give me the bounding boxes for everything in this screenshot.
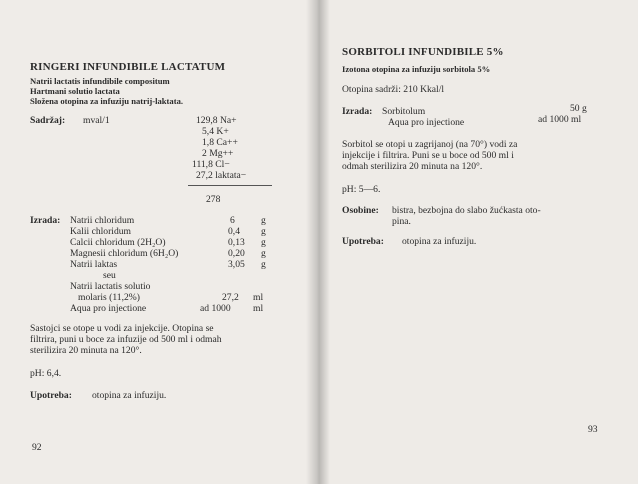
sum-rule (188, 185, 272, 186)
ingredient-unit: ml (253, 303, 264, 314)
method-line: Sorbitol se otopi u zagrijanoj (na 70°) vodi za (342, 139, 518, 150)
content-value: 129,8 Na+ (196, 115, 237, 126)
right-page-title: SORBITOLI INFUNDIBILE 5% (342, 46, 504, 58)
ingredient-name: Aqua pro injectione (70, 303, 147, 314)
prep-label: Izrada: (30, 215, 61, 226)
content-value: 27,2 laktata− (196, 170, 247, 181)
left-subtitle-1: Natrii lactatis infundibile compositum (30, 76, 170, 86)
use-label: Upotreba: (30, 390, 72, 401)
method-line: injekcije i filtrira. Puni se u boce od 500 ml i (342, 150, 514, 161)
method-line: filtrira, puni u boce za infuzije od 500 ml i odmah (30, 334, 222, 345)
ingredient-amount: 3,05 (228, 259, 245, 270)
left-page (0, 0, 318, 484)
method-line: sterilizira 20 minuta na 120°. (30, 345, 142, 356)
ingredient-unit: g (261, 226, 266, 237)
ingredient-amount: ad 1000 (200, 303, 231, 314)
ingredient-amount: 50 g (570, 103, 587, 114)
ingredient-unit: g (261, 215, 266, 226)
left-page-title: RINGERI INFUNDIBILE LACTATUM (30, 61, 226, 73)
use-text: otopina za infuziju. (402, 236, 477, 247)
ingredient-name: Sorbitolum (382, 106, 426, 117)
left-subtitle-2: Hartmani solutio lactata (30, 86, 120, 96)
content-unit: mval/1 (83, 115, 110, 126)
ingredient-amount: 27,2 (222, 292, 239, 303)
content-value: 1,8 Ca++ (202, 137, 238, 148)
props-text: bistra, bezbojna do slabo žućkasta oto- (392, 205, 541, 216)
ph-value: pH: 6,4. (30, 368, 62, 379)
ingredient-unit: g (261, 259, 266, 270)
right-subtitle: Izotona otopina za infuziju sorbitola 5% (342, 64, 491, 74)
right-page (318, 0, 638, 484)
ingredient-amount: 0,4 (228, 226, 240, 237)
ingredient-name: Calcii chloridum (2H₂O) (70, 237, 166, 248)
ingredient-amount: ad 1000 ml (538, 114, 582, 125)
content-label: Sadržaj: (30, 115, 66, 126)
content-value: 5,4 K+ (202, 126, 229, 137)
ingredient-amount: 6 (230, 215, 235, 226)
ingredient-amount: 0,20 (228, 248, 245, 259)
ingredient-amount: 0,13 (228, 237, 245, 248)
use-text: otopina za infuziju. (92, 390, 167, 401)
content-total: 278 (206, 194, 221, 205)
content-line: Otopina sadrži: 210 Kkal/l (342, 84, 445, 95)
ingredient-name: Natrii laktas (70, 259, 118, 270)
method-line: Sastojci se otope u vodi za injekcije. Otopina se (30, 323, 214, 334)
ingredient-name: Natrii chloridum (70, 215, 135, 226)
ingredient-name: Kalii chloridum (70, 226, 132, 237)
prep-label: Izrada: (342, 106, 373, 117)
content-value: 111,8 Cl− (192, 159, 230, 170)
left-subtitle-3: Složena otopina za infuziju natrij-laktata. (30, 96, 184, 106)
method-line: odmah sterilizira 20 minuta na 120°. (342, 161, 483, 172)
book-gutter (306, 0, 330, 484)
ingredient-name: Natrii lactatis solutio (70, 281, 151, 292)
use-label: Upotreba: (342, 236, 384, 247)
ingredient-unit: ml (253, 292, 264, 303)
ph-value: pH: 5—6. (342, 184, 381, 195)
page-number: 93 (588, 424, 598, 435)
ingredient-name: Magnesii chloridum (6H₂O) (70, 248, 179, 259)
content-value: 2 Mg++ (202, 148, 234, 159)
props-label: Osobine: (342, 205, 379, 216)
ingredient-unit: g (261, 248, 266, 259)
ingredient-seu: seu (103, 270, 116, 281)
props-text: pina. (392, 216, 411, 227)
ingredient-name: Aqua pro injectione (388, 117, 465, 128)
ingredient-name: molaris (11,2%) (78, 292, 140, 303)
page-number: 92 (32, 442, 42, 453)
ingredient-unit: g (261, 237, 266, 248)
